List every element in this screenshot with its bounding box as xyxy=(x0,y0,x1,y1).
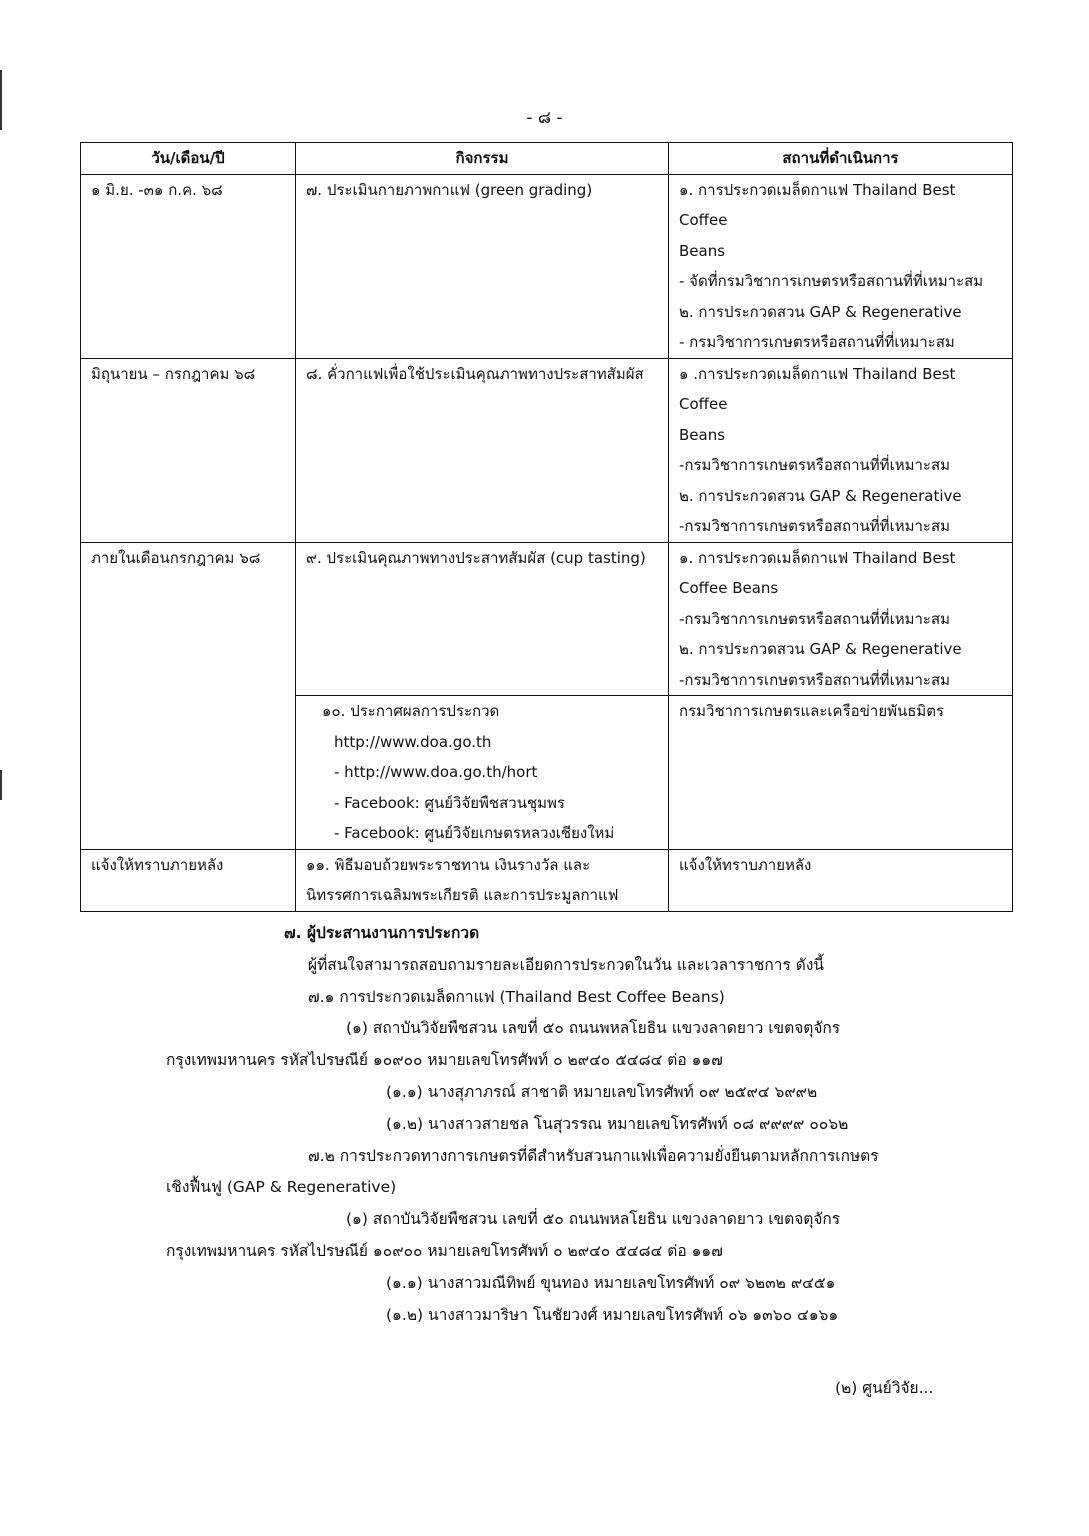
section-intro: ผู้ที่สนใจสามารถสอบถามรายละเอียดการประกวดในวัน และเวลาราชการ ดังนี้ xyxy=(308,955,824,974)
activity-line: ๘. คั่วกาแฟเพื่อใช้ประเมินคุณภาพทางประสาทสัมผัส xyxy=(306,364,644,383)
table-row xyxy=(81,358,1013,542)
location-line: -กรมวิชาการเกษตรหรือสถานที่ที่เหมาะสม xyxy=(679,456,950,474)
row-location xyxy=(669,542,1013,696)
subsection-title-cont: เชิงฟื้นฟู (GAP & Regenerative) xyxy=(166,1178,397,1197)
activity-link: - Facebook: ศูนย์วิจัยเกษตรหลวงเชียงใหม่ xyxy=(334,824,615,842)
header-location: สถานที่ดำเนินการ xyxy=(669,143,1013,175)
location-line: ๑. การประกวดเมล็ดกาแฟ Thailand Best xyxy=(679,548,956,567)
activity-link: - http://www.doa.go.th/hort xyxy=(334,763,538,781)
header-activity: กิจกรรม xyxy=(296,143,669,175)
address-line: กรุงเทพมหานคร รหัสไปรษณีย์ ๑๐๙๐๐ หมายเลขโทรศัพท์ ๐ ๒๙๔๐ ๕๔๘๔ ต่อ ๑๑๗ xyxy=(166,1241,723,1260)
schedule-table xyxy=(80,142,1013,912)
location-line: Beans xyxy=(679,241,726,260)
activity-line: ๗. ประเมินกายภาพกาแฟ (green grading) xyxy=(306,180,593,199)
row-activity xyxy=(296,696,669,850)
contact-line: (๑.๑) นางสุภาภรณ์ สาชาติ หมายเลขโทรศัพท์ ๐๙ ๒๕๙๔ ๖๙๙๒ xyxy=(386,1082,818,1101)
row-activity xyxy=(296,174,669,358)
table-row xyxy=(81,542,1013,696)
row-activity xyxy=(296,358,669,542)
contact-line: (๑.๒) นางสาวมาริษา โนชัยวงศ์ หมายเลขโทรศัพท์ ๐๖ ๑๓๖๐ ๔๑๖๑ xyxy=(386,1305,839,1324)
row-location xyxy=(669,849,1013,911)
row-date: แจ้งให้ทราบภายหลัง xyxy=(81,849,296,911)
location-line: -กรมวิชาการเกษตรหรือสถานที่ที่เหมาะสม xyxy=(679,517,950,535)
row-location xyxy=(669,696,1013,850)
location-line: -กรมวิชาการเกษตรหรือสถานที่ที่เหมาะสม xyxy=(679,670,950,689)
location-line: Coffee Beans xyxy=(679,579,779,597)
section-heading: ๗. ผู้ประสานงานการประกวด xyxy=(284,924,480,942)
activity-line: ๙. ประเมินคุณภาพทางประสาทสัมผัส (cup tasting) xyxy=(306,548,646,567)
subsection-title: ๗.๑ การประกวดเมล็ดกาแฟ (Thailand Best Coffee Beans) xyxy=(308,987,725,1006)
row-date: มิถุนายน – กรกฎาคม ๖๘ xyxy=(81,358,296,542)
row-activity xyxy=(296,849,669,911)
location-line: ๒. การประกวดสวน GAP & Regenerative xyxy=(679,640,962,658)
activity-link: http://www.doa.go.th xyxy=(334,732,492,751)
location-line: ๒. การประกวดสวน GAP & Regenerative xyxy=(679,486,962,505)
table-row xyxy=(81,696,1013,850)
address-line: กรุงเทพมหานคร รหัสไปรษณีย์ ๑๐๙๐๐ หมายเลขโทรศัพท์ ๐ ๒๙๔๐ ๕๔๘๔ ต่อ ๑๑๗ xyxy=(166,1051,723,1070)
location-line: - กรมวิชาการเกษตรหรือสถานที่ที่เหมาะสม xyxy=(679,333,955,351)
location-line: -กรมวิชาการเกษตรหรือสถานที่ที่เหมาะสม xyxy=(679,609,950,628)
row-location xyxy=(669,358,1013,542)
scan-margin-mark xyxy=(0,770,2,800)
table-row xyxy=(81,849,1013,911)
location-line: แจ้งให้ทราบภายหลัง xyxy=(679,855,812,874)
contact-line: (๑.๒) นางสาวสายชล โนสุวรรณ หมายเลขโทรศัพท์ ๐๘ ๙๙๙๙ ๐๐๖๒ xyxy=(386,1114,849,1133)
contact-line: (๑.๑) นางสาวมณีทิพย์ ขุนทอง หมายเลขโทรศัพท์ ๐๙ ๖๒๓๒ ๙๔๕๑ xyxy=(386,1273,836,1292)
subsection-title: ๗.๒ การประกวดทางการเกษตรที่ดีสำหรับสวนกาแฟเพื่อความยั่งยืนตามหลักการเกษตร xyxy=(308,1146,879,1165)
coordinator-section xyxy=(166,918,966,1331)
location-line: ๑ .การประกวดเมล็ดกาแฟ Thailand Best Coffee xyxy=(679,364,956,413)
row-date xyxy=(81,696,296,850)
row-location xyxy=(669,174,1013,358)
address-line: (๑) สถาบันวิจัยพืชสวน เลขที่ ๕๐ ถนนพหลโยธิน แขวงลาดยาว เขตจตุจักร xyxy=(346,1019,841,1038)
activity-line: ๑๑. พิธีมอบถ้วยพระราชทาน เงินรางวัล และ xyxy=(306,855,591,874)
header-date: วัน/เดือน/ปี xyxy=(81,143,296,175)
location-line: ๒. การประกวดสวน GAP & Regenerative xyxy=(679,302,962,321)
table-row xyxy=(81,174,1013,358)
activity-line: ๑๐. ประกาศผลการประกวด xyxy=(322,702,500,720)
activity-link: - Facebook: ศูนย์วิจัยพืชสวนชุมพร xyxy=(334,793,565,812)
row-date: ภายในเดือนกรกฎาคม ๖๘ xyxy=(81,542,296,696)
location-line: - จัดที่กรมวิชาการเกษตรหรือสถานที่ที่เหมาะสม xyxy=(679,272,984,290)
continuation-note: (๒) ศูนย์วิจัย... xyxy=(835,1379,934,1397)
location-line: Beans xyxy=(679,425,726,444)
location-line: กรมวิชาการเกษตรและเครือข่ายพันธมิตร xyxy=(679,702,945,720)
row-activity xyxy=(296,542,669,696)
page-number: - ๘ - xyxy=(526,108,563,128)
row-date: ๑ มิ.ย. -๓๑ ก.ค. ๖๘ xyxy=(81,174,296,358)
table-header-row xyxy=(81,143,1013,175)
address-line: (๑) สถาบันวิจัยพืชสวน เลขที่ ๕๐ ถนนพหลโยธิน แขวงลาดยาว เขตจตุจักร xyxy=(346,1210,841,1229)
activity-line: นิทรรศการเฉลิมพระเกียรติ และการประมูลกาแฟ xyxy=(306,886,619,904)
location-line: ๑. การประกวดเมล็ดกาแฟ Thailand Best Coffee xyxy=(679,180,956,229)
